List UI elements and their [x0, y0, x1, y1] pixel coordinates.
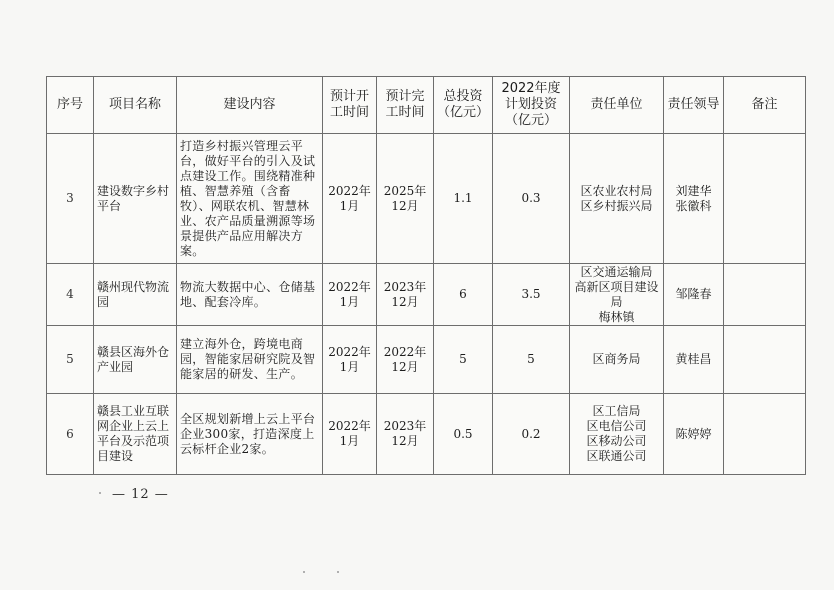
cell-seq: 5 [47, 326, 94, 394]
header-seq: 序号 [47, 77, 94, 134]
cell-start-time: 2022年1月 [323, 326, 377, 394]
cell-responsible-unit: 区农业农村局 区乡村振兴局 [570, 134, 664, 264]
cell-note [724, 394, 806, 475]
header-start: 预计开工时间 [323, 77, 377, 134]
header-name: 项目名称 [94, 77, 177, 134]
header-unit: 责任单位 [570, 77, 664, 134]
header-note: 备注 [724, 77, 806, 134]
cell-seq: 6 [47, 394, 94, 475]
cell-content: 全区规划新增上云上平台企业300家，打造深度上云标杆企业2家。 [177, 394, 323, 475]
header-row [47, 77, 806, 134]
cell-total-investment: 0.5 [434, 394, 493, 475]
cell-project-name: 赣州现代物流园 [94, 264, 177, 326]
cell-project-name: 建设数字乡村平台 [94, 134, 177, 264]
header-total: 总投资（亿元） [434, 77, 493, 134]
scan-dot [303, 571, 305, 573]
cell-start-time: 2022年1月 [323, 134, 377, 264]
cell-leader: 黄桂昌 [664, 326, 724, 394]
cell-plan-investment: 5 [493, 326, 570, 394]
cell-note [724, 264, 806, 326]
cell-end-time: 2025年12月 [377, 134, 434, 264]
cell-plan-investment: 3.5 [493, 264, 570, 326]
cell-note [724, 134, 806, 264]
cell-content: 打造乡村振兴管理云平台，做好平台的引入及试点建设工作。围绕精准种植、智慧养殖（含畜牧）、网联农机、智慧林业、农产品质量溯源等场景提供产品应用解决方案。 [177, 134, 323, 264]
cell-responsible-unit: 区商务局 [570, 326, 664, 394]
cell-project-name: 赣县工业互联网企业上云上平台及示范项目建设 [94, 394, 177, 475]
cell-responsible-unit: 区工信局 区电信公司 区移动公司 区联通公司 [570, 394, 664, 475]
cell-leader: 陈婷婷 [664, 394, 724, 475]
table-row [47, 326, 806, 394]
cell-end-time: 2023年12月 [377, 264, 434, 326]
cell-content: 物流大数据中心、仓储基地、配套冷库。 [177, 264, 323, 326]
project-table [46, 76, 806, 475]
cell-total-investment: 6 [434, 264, 493, 326]
page-number: — 12 — [112, 487, 169, 502]
header-content: 建设内容 [177, 77, 323, 134]
cell-start-time: 2022年1月 [323, 394, 377, 475]
cell-seq: 3 [47, 134, 94, 264]
cell-responsible-unit: 区交通运输局 高新区项目建设局 梅林镇 [570, 264, 664, 326]
cell-end-time: 2022年12月 [377, 326, 434, 394]
cell-note [724, 326, 806, 394]
cell-leader: 刘建华 张徽科 [664, 134, 724, 264]
cell-seq: 4 [47, 264, 94, 326]
header-end: 预计完工时间 [377, 77, 434, 134]
cell-end-time: 2023年12月 [377, 394, 434, 475]
cell-content: 建立海外仓，跨境电商园，智能家居研究院及智能家居的研发、生产。 [177, 326, 323, 394]
scan-dot [99, 492, 101, 494]
cell-project-name: 赣县区海外仓产业园 [94, 326, 177, 394]
table-row [47, 264, 806, 326]
cell-leader: 邹隆春 [664, 264, 724, 326]
scan-dot [337, 571, 339, 573]
header-leader: 责任领导 [664, 77, 724, 134]
cell-total-investment: 1.1 [434, 134, 493, 264]
cell-plan-investment: 0.2 [493, 394, 570, 475]
cell-start-time: 2022年1月 [323, 264, 377, 326]
table-row [47, 394, 806, 475]
cell-plan-investment: 0.3 [493, 134, 570, 264]
header-plan: 2022年度计划投资（亿元） [493, 77, 570, 134]
cell-total-investment: 5 [434, 326, 493, 394]
table-row [47, 134, 806, 264]
